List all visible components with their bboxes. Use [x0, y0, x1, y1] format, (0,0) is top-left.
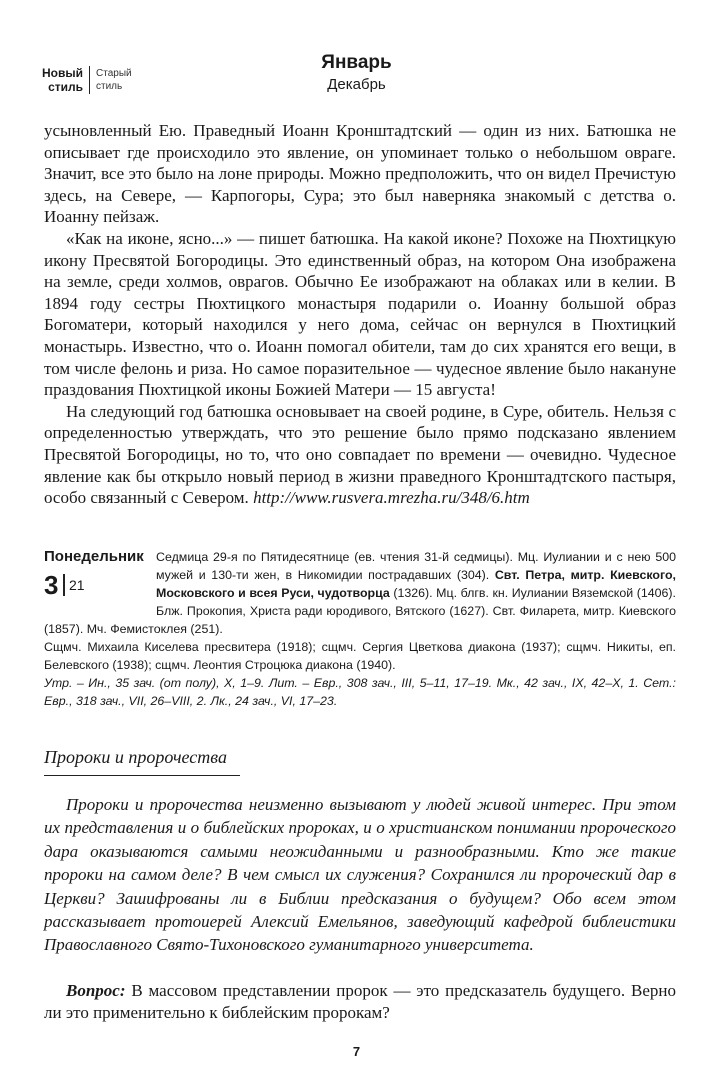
- question-text: В массовом представлении пророк — это предсказатель будущего. Верно ли это применительно к библейским пророкам?: [44, 981, 676, 1022]
- paragraph-3: [44, 401, 676, 509]
- interview-question: [44, 980, 676, 1023]
- date-divider: [63, 574, 65, 596]
- question-label: Вопрос:: [66, 981, 126, 1000]
- day-martyrs: Сщмч. Михаила Киселева пресвитера (1918); сщмч. Сергия Цветкова диакона (1937); сщмч. Никиты, еп. Белевского (1938); сщмч. Леонтия Строцюка диакона (1940).: [44, 640, 676, 672]
- section-intro: Пророки и пророчества неизменно вызывают у людей живой интерес. При этом их представления и о библейских пророках, и о христианском понимании пророческого дара оказываются самыми неожиданными и разнообразными. Кто же такие пророки на самом деле? В чем смысл их служения? Сохранился ли пророческий дар в Церкви? Зашифрованы ли в Библии предсказания о будущем? Обо всем этом рассказывает протоиерей Алексий Емельянов, заведующий кафедрой библеистики Православного Свято-Тихоновского гуманитарного университета.: [44, 795, 676, 955]
- date-new-style: 3: [44, 570, 59, 600]
- commemoration-b: (1326). Мц. блгв. кн. Иулиании Вяземской (1406). Блж. Прокопия, Христа ради юродивого, Вятского (1627). Свт. Филарета, митр. Киевского (1857). Мч. Фемистоклея (251).: [44, 586, 676, 636]
- day-heading: [44, 548, 156, 608]
- paragraph-2: «Как на иконе, ясно...» — пишет батюшка. На какой иконе? Похоже на Пюхтицкую икону Пресвятой Богородицы. Это единственный образ, на котором Она изображена на земле, среди холмов, оврагов. Обычно Ее изображают на облаках или в келии. В 1894 году сестры Пюхтицкого монастыря подарили о. Иоанну большой образ Богоматери, который находился у него дома, сейчас он вернулся в Пюхтицкий монастырь. Известно, что о. Иоанн помогал обители, там до сих хранятся его вещи, в том числе фелонь и риза. Но самое поразительное — чудесное явление было накануне праздования Пюхтицкой иконы Божией Матери — 15 августа!: [44, 228, 676, 400]
- month-new-style: Январь: [321, 52, 392, 73]
- section-title-underline: [44, 775, 240, 776]
- page-header: [0, 0, 713, 110]
- calendar-day-entry: [44, 548, 676, 710]
- new-style-line2: стиль: [48, 80, 83, 94]
- paragraph-1: усыновленный Ею. Праведный Иоанн Кронштадтский — один из них. Батюшка не описывает где происходило это явление, он упоминает только о небольшом овраге. Значит, все это было на лоне природы. Можно предположить, что он видел Пречистую здесь, на Севере, — Карпогоры, Сура; это был наверняка знакомый с детства о. Иоанну пейзаж.: [44, 121, 676, 227]
- commemoration-a: Седмица 29-я по Пятидесятнице (ев. чтения 31-й седмицы). Мц. Иулиании и с нею 500 мужей и 130-ти жен, в Никомидии пострадавших (304).: [156, 550, 676, 582]
- old-style-line2: стиль: [96, 81, 123, 92]
- page-number: 7: [352, 1044, 361, 1059]
- date-old-style: 21: [68, 577, 85, 593]
- source-link[interactable]: http://www.rusvera.mrezha.ru/348/6.htm: [253, 488, 530, 508]
- new-style-line1: Новый: [42, 66, 83, 80]
- commemoration-highlight: Свт. Петра, митр. Киевского, Московского и всея Руси, чудотворца: [156, 568, 676, 600]
- article-body: [44, 120, 676, 509]
- day-date: [44, 572, 156, 598]
- old-style-line1: Старый: [96, 68, 132, 79]
- day-readings: Утр. – Ин., 35 зач. (от полу), Х, 1–9. Лит. – Евр., 308 зач., III, 5–11, 17–19. Мк., 42 зач., IX, 42–Х, 1. Сет.: Евр., 318 зач., VII, 26–VIII, 2. Лк., 24 зач., VI, 17–23.: [44, 676, 676, 708]
- weekday-name: Понедельник: [44, 548, 144, 565]
- month-old-style: Декабрь: [327, 76, 386, 93]
- section-title: Пророки и пророчества: [44, 747, 227, 767]
- paragraph-3-text: На следующий год батюшка основывает на своей родине, в Суре, обитель. Нельзя с определенностью утверждать, что это решение было прямо подсказано явлением Пресвятой Богородицы, но то, что оно совпадает по времени — очевидно. Чудесное явление как бы открыло новый период в жизни праведного Кронштадтского пастыря, особо связанный с Севером.: [44, 401, 676, 508]
